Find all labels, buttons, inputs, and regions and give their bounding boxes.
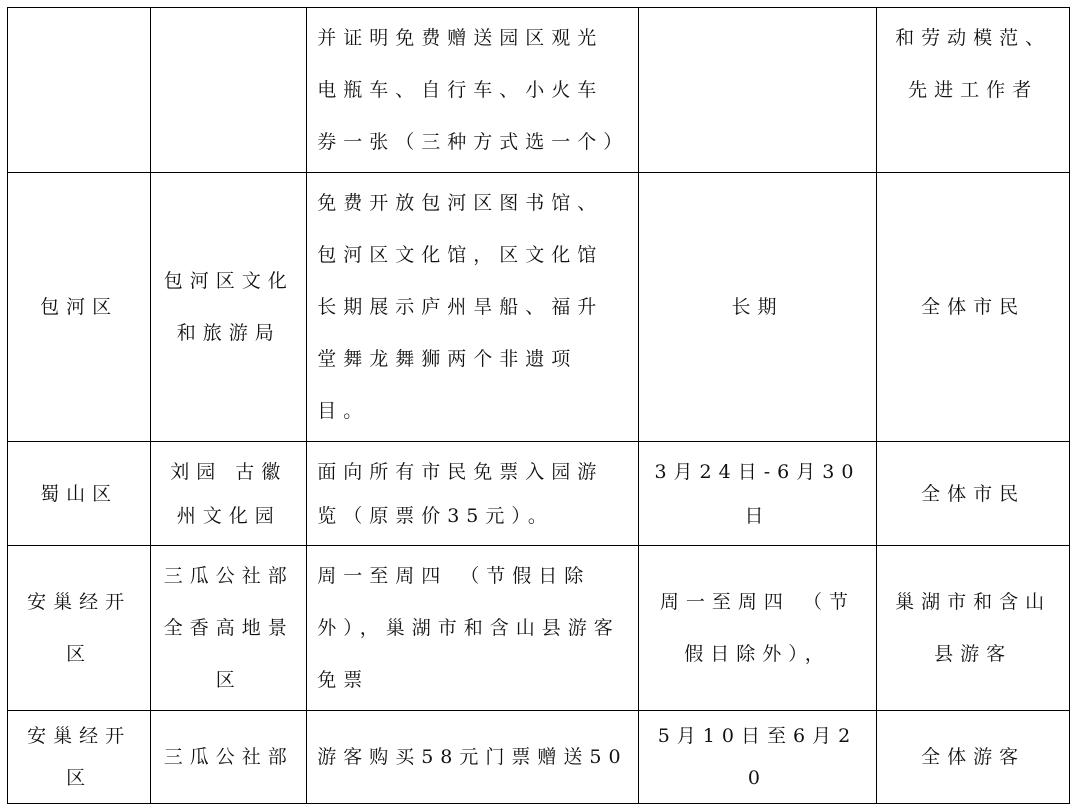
content-cell: 游客购买58元门票赠送50	[307, 711, 638, 804]
table-row	[8, 711, 1070, 804]
target-cell: 巢湖市和含山县游客	[877, 546, 1070, 711]
target-cell: 全体市民	[877, 442, 1070, 546]
period-cell: 5月10日至6月20	[638, 711, 877, 804]
district-cell: 蜀山区	[8, 442, 151, 546]
target-cell: 全体市民	[877, 173, 1070, 442]
district-cell: 安巢经开区	[8, 546, 151, 711]
content-cell: 面向所有市民免票入园游览（原票价35元）。	[307, 442, 638, 546]
target-cell: 全体游客	[877, 711, 1070, 804]
organizer-cell: 包河区文化和旅游局	[151, 173, 307, 442]
organizer-cell: 刘园 古徽州文化园	[151, 442, 307, 546]
table-row	[8, 546, 1070, 711]
organizer-cell: 三瓜公社部 全香高地景区	[151, 546, 307, 711]
table-row	[8, 173, 1070, 442]
period-cell: 3月24日-6月30日	[638, 442, 877, 546]
table-row	[8, 442, 1070, 546]
content-cell: 免费开放包河区图书馆、包河区文化馆，区文化馆长期展示庐州旱船、福升堂舞龙舞狮两个非遗项目。	[307, 173, 638, 442]
district-cell	[8, 8, 151, 173]
district-cell: 包河区	[8, 173, 151, 442]
content-cell: 周一至周四 （节假日除外），巢湖市和含山县游客免票	[307, 546, 638, 711]
target-cell: 和劳动模范、先进工作者	[877, 8, 1070, 173]
organizer-cell: 三瓜公社部	[151, 711, 307, 804]
district-cell: 安巢经开区	[8, 711, 151, 804]
organizer-cell	[151, 8, 307, 173]
attractions-table	[7, 7, 1070, 804]
period-cell: 长期	[638, 173, 877, 442]
table-row	[8, 8, 1070, 173]
period-cell: 周一至周四 （节假日除外），	[638, 546, 877, 711]
content-cell: 并证明免费赠送园区观光电瓶车、自行车、小火车券一张（三种方式选一个）	[307, 8, 638, 173]
period-cell	[638, 8, 877, 173]
